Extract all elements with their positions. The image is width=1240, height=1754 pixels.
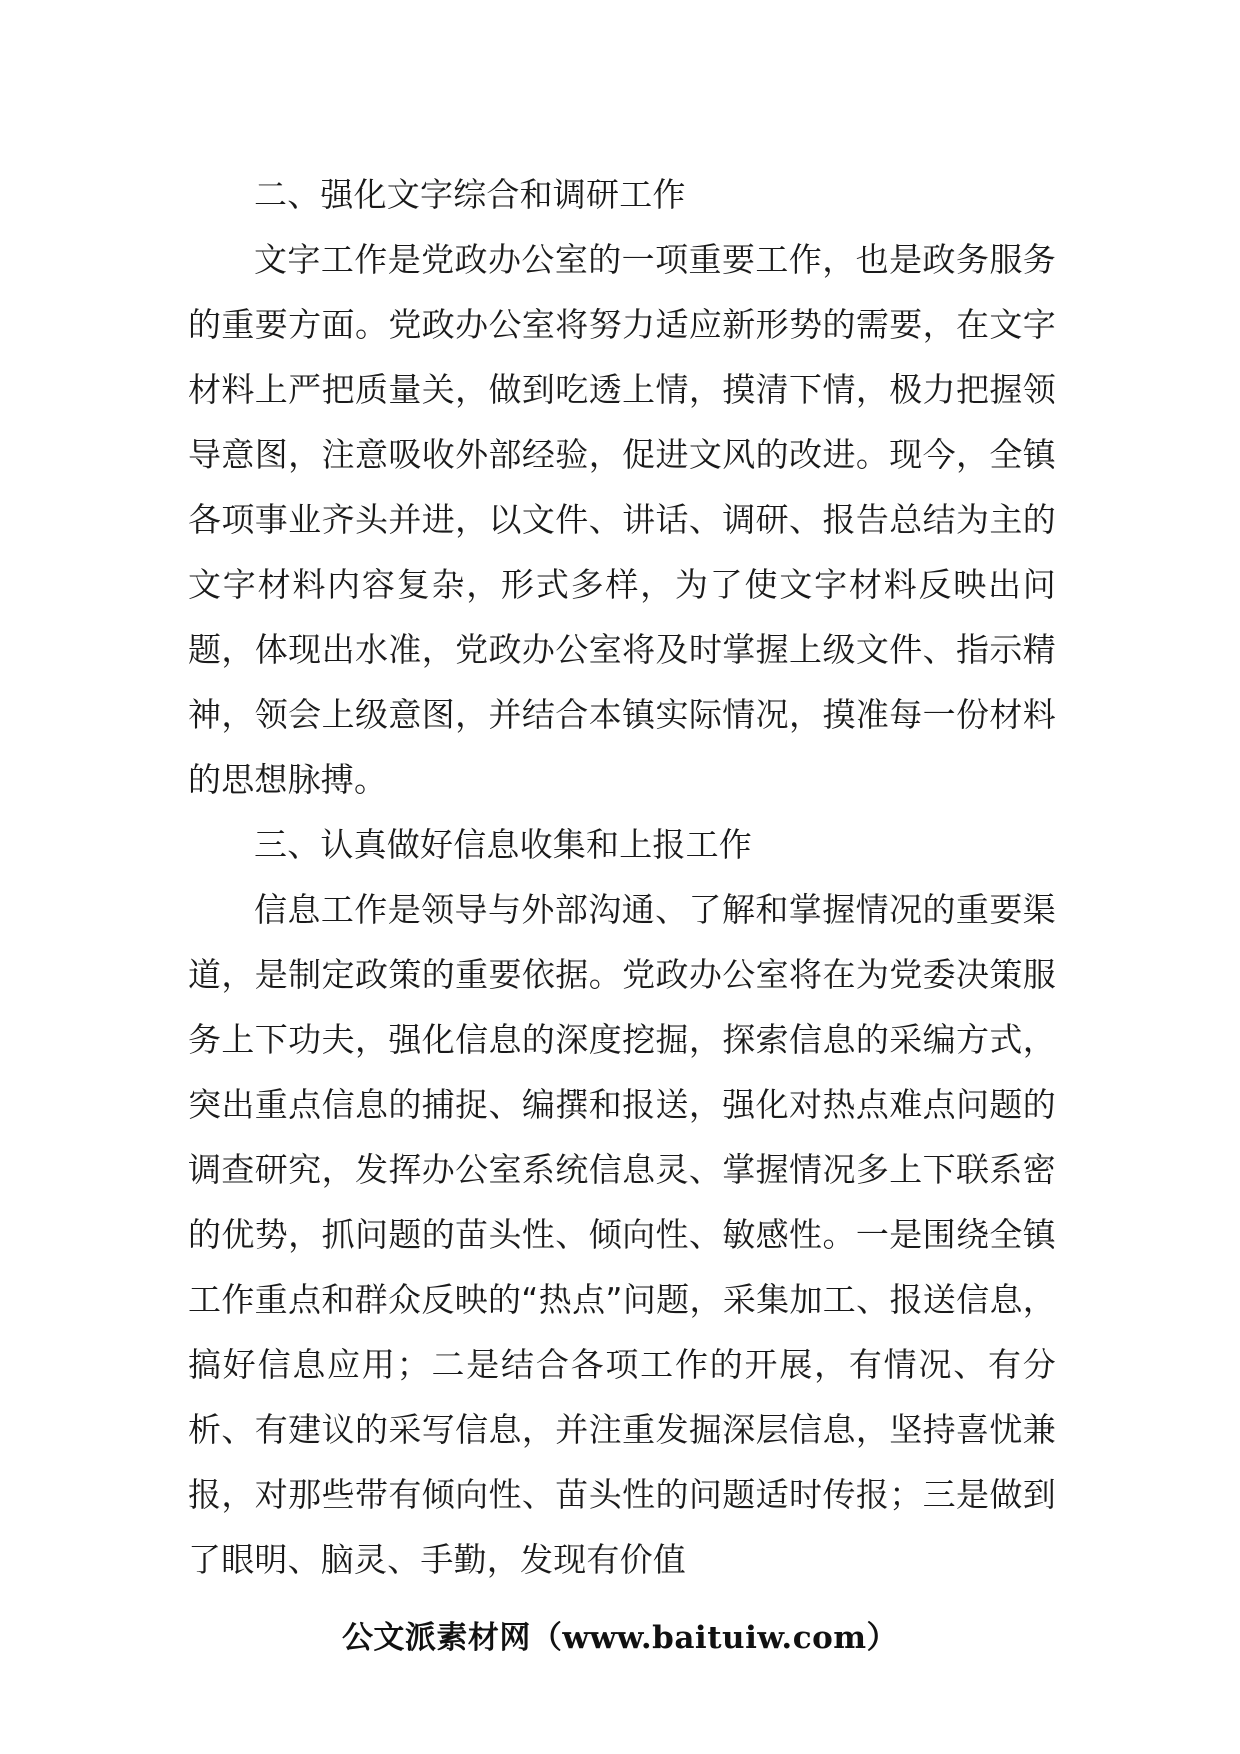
section-heading-3: 三、认真做好信息收集和上报工作 [254, 825, 752, 864]
section-paragraph-3: 信息工作是领导与外部沟通、了解和掌握情况的重要渠道，是制定政策的重要依据。党政办公室将在为党委决策服务上下功夫，强化信息的深度挖掘，探索信息的采编方式，突出重点信息的捕捉、编撰和报送，强化对热点难点问题的调查研究，发挥办公室系统信息灵、掌握情况多上下联系密的优势，抓问题的苗头性、倾向性、敏感性。一是围绕全镇工作重点和群众反映的“热点”问题，采集加工、报送信息，搞好信息应用；二是结合各项工作的开展，有情况、有分析、有建议的采写信息，并注重发掘深层信息，坚持喜忧兼报，对那些带有倾向性、苗头性的问题适时传报；三是做到了眼明、脑灵、手勤，发现有价值 [188, 890, 1056, 1579]
section-heading-2: 二、强化文字综合和调研工作 [254, 175, 686, 214]
section-paragraph-2: 文字工作是党政办公室的一项重要工作，也是政务服务的重要方面。党政办公室将努力适应新形势的需要，在文字材料上严把质量关，做到吃透上情，摸清下情，极力把握领导意图，注意吸收外部经验，促进文风的改进。现今，全镇各项事业齐头并进，以文件、讲话、调研、报告总结为主的文字材料内容复杂，形式多样，为了使文字材料反映出问题，体现出水准，党政办公室将及时掌握上级文件、指示精神，领会上级意图，并结合本镇实际情况，摸准每一份材料的思想脉搏。 [188, 240, 1056, 799]
page-footer-watermark: 公文派素材网（www.baituiw.com） [341, 1620, 899, 1656]
document-body [188, 162, 1056, 1592]
